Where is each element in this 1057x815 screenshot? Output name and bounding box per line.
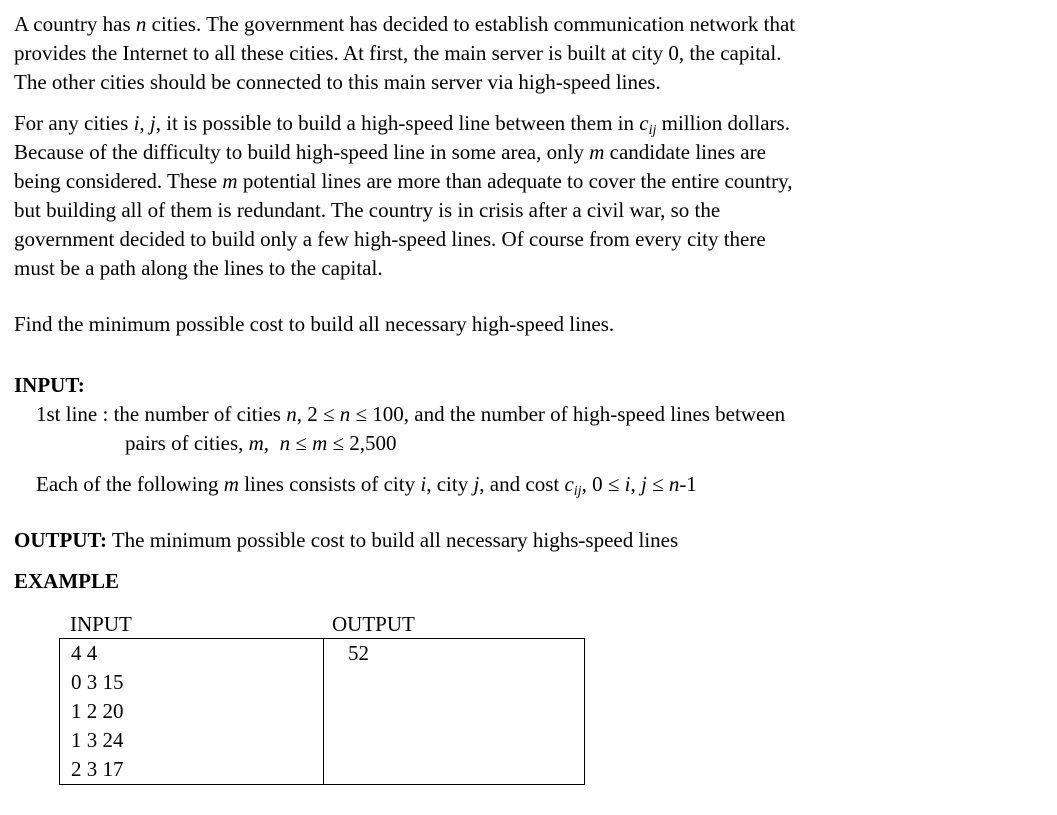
text-span: , 0 ≤ bbox=[581, 472, 625, 496]
var-n: n bbox=[279, 431, 291, 455]
var-j: j bbox=[640, 472, 647, 496]
text-span: lines consists of city bbox=[238, 472, 421, 496]
text-span: ≤ bbox=[646, 472, 669, 496]
input-heading: INPUT: bbox=[14, 373, 85, 397]
text-span: The other cities should be connected to this main server via high-speed lines. bbox=[14, 70, 661, 94]
text-span: candidate lines are bbox=[604, 140, 766, 164]
var-j: j bbox=[473, 472, 480, 496]
text-span: -1 bbox=[679, 472, 697, 496]
var-n: n bbox=[286, 402, 297, 426]
text-span: government decided to build only a few high-speed lines. Of course from every city there bbox=[14, 227, 766, 251]
text-span: cities. The government has decided to establish communication network that bbox=[146, 12, 796, 36]
example-table bbox=[59, 638, 585, 785]
intro-paragraph bbox=[14, 10, 1044, 97]
text-span: , and cost bbox=[479, 472, 565, 496]
text-span: Because of the difficulty to build high-speed line in some area, only bbox=[14, 140, 590, 164]
input-row: 0 3 15 bbox=[71, 670, 124, 694]
example-output-label: OUTPUT bbox=[332, 612, 415, 636]
var-c: c bbox=[564, 472, 574, 496]
input-line-1 bbox=[36, 400, 1044, 429]
output-section bbox=[14, 526, 1044, 555]
text-span: A country has bbox=[14, 12, 136, 36]
var-n: n bbox=[668, 472, 680, 496]
input-line-1-cont bbox=[36, 429, 1044, 458]
text-span: , city bbox=[426, 472, 474, 496]
example-heading: EXAMPLE bbox=[14, 569, 119, 593]
text-span: For any cities bbox=[14, 111, 134, 135]
output-row: 52 bbox=[348, 641, 369, 665]
var-i: i bbox=[624, 472, 631, 496]
text-span: provides the Internet to all these cities. At first, the main server is built at city 0, the capital. bbox=[14, 41, 782, 65]
example-output-cell bbox=[324, 639, 585, 785]
task-paragraph: Find the minimum possible cost to build all necessary high-speed lines. bbox=[14, 312, 615, 336]
text-span: , 2 ≤ bbox=[296, 402, 340, 426]
input-row: 2 3 17 bbox=[71, 757, 124, 781]
example-input-label: INPUT bbox=[70, 612, 132, 636]
var-j: j bbox=[149, 111, 156, 135]
input-line-each bbox=[36, 470, 1044, 499]
example-table-labels bbox=[70, 610, 1044, 638]
text-span: 1st line : the number of cities bbox=[36, 402, 287, 426]
text-span: ≤ 100, and the number of high-speed lines between bbox=[350, 402, 786, 426]
output-description: The minimum possible cost to build all necessary highs-speed lines bbox=[106, 528, 679, 552]
input-row: 4 4 bbox=[71, 641, 98, 665]
var-n: n bbox=[339, 402, 351, 426]
text-span: being considered. These bbox=[14, 169, 223, 193]
text-span: ≤ 2,500 bbox=[327, 431, 397, 455]
text-span: but building all of them is redundant. The country is in crisis after a civil war, so the bbox=[14, 198, 721, 222]
subscript-ij: ij bbox=[648, 123, 657, 138]
text-span: Each of the following bbox=[36, 472, 224, 496]
input-row: 1 3 24 bbox=[71, 728, 124, 752]
var-m: m bbox=[222, 169, 238, 193]
text-span: ≤ bbox=[290, 431, 313, 455]
problem-statement bbox=[14, 10, 1044, 785]
var-m: m bbox=[589, 140, 605, 164]
cost-paragraph bbox=[14, 109, 1044, 283]
var-i: i bbox=[420, 472, 427, 496]
text-span: must be a path along the lines to the capital. bbox=[14, 256, 383, 280]
subscript-ij: ij bbox=[573, 484, 582, 499]
input-description bbox=[36, 400, 1044, 499]
var-m: m bbox=[312, 431, 328, 455]
text-span: , it is possible to build a high-speed line between them in bbox=[155, 111, 640, 135]
var-m: m, bbox=[248, 431, 270, 455]
input-row: 1 2 20 bbox=[71, 699, 124, 723]
var-c: c bbox=[639, 111, 649, 135]
var-i: i bbox=[133, 111, 140, 135]
input-section bbox=[14, 371, 1044, 499]
text-span bbox=[269, 431, 280, 455]
var-m: m bbox=[223, 472, 239, 496]
table-row bbox=[60, 639, 585, 785]
text-span: potential lines are more than adequate to cover the entire country, bbox=[237, 169, 793, 193]
text-span: , bbox=[630, 472, 641, 496]
example-input-cell bbox=[60, 639, 324, 785]
var-n: n bbox=[135, 12, 147, 36]
text-span: , bbox=[139, 111, 150, 135]
text-span: pairs of cities, bbox=[125, 431, 249, 455]
output-heading: OUTPUT: bbox=[14, 528, 107, 552]
text-span: million dollars. bbox=[656, 111, 790, 135]
